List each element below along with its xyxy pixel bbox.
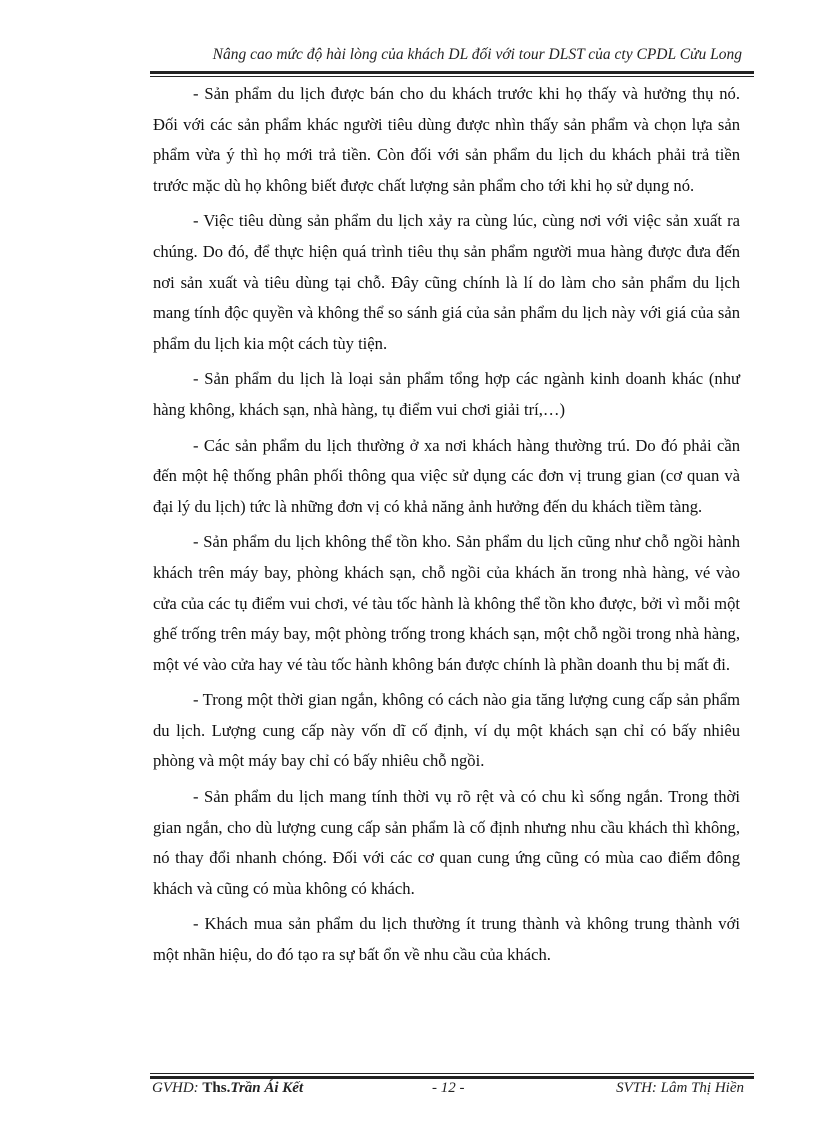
paragraph: - Việc tiêu dùng sản phẩm du lịch xảy ra cùng lúc, cùng nơi với việc sản xuất ra chúng. Do đó, để thực hiện quá trình tiêu thụ sản phẩm người mua hàng được đưa đến nơi sản xuất và tiêu dùng tại chỗ. Đây cũng chính là lí do làm cho sản phẩm du lịch mang tính độc quyền và không thể so sánh giá của sản phẩm du lịch này với giá của sản phẩm du lịch kia một cách tùy tiện. — [153, 211, 740, 353]
supervisor-label: GVHD: — [152, 1080, 203, 1096]
body-text — [153, 79, 740, 976]
paragraph: - Sản phẩm du lịch không thể tồn kho. Sản phẩm du lịch cũng như chỗ ngồi hành khách trên máy bay, phòng khách sạn, chỗ ngồi của khách ăn trong nhà hàng, vé vào cửa của các tụ điểm vui chơi, vé tàu tốc hành là không thể tồn kho được, bởi vì mỗi một ghế trống trên máy bay, một phòng trống trong khách sạn, một chỗ ngồi trong nhà hàng, một vé vào cửa hay vé tàu tốc hành không bán được chính là phần doanh thu bị mất đi. — [153, 532, 740, 674]
header-rule-thick — [150, 71, 754, 74]
running-header: Nâng cao mức độ hài lòng của khách DL đối với tour DLST của cty CPDL Cửu Long — [212, 46, 742, 63]
header-rule-thin — [150, 76, 754, 77]
paragraph: - Sản phẩm du lịch mang tính thời vụ rõ rệt và có chu kì sống ngắn. Trong thời gian ngắn, cho dù lượng cung cấp sản phẩm là cố định nhưng nhu cầu khách thì không, nó thay đổi nhanh chóng. Đối với các cơ quan cung ứng cũng có mùa cao điểm đông khách và cũng có mùa không có khách. — [153, 787, 740, 898]
paragraph: - Khách mua sản phẩm du lịch thường ít trung thành và không trung thành với một nhãn hiệu, do đó tạo ra sự bất ổn về nhu cầu của khách. — [153, 914, 740, 965]
footer-rule-thick — [150, 1076, 754, 1079]
paragraph: - Các sản phẩm du lịch thường ở xa nơi khách hàng thường trú. Do đó phải cần đến một hệ thống phân phối thông qua việc sử dụng các đơn vị trung gian (cơ quan và đại lý du lịch) tức là những đơn vị có khả năng ảnh hưởng đến du khách tiềm tàng. — [153, 435, 740, 516]
supervisor-name: Trần Ái Kết — [230, 1080, 304, 1096]
footer-supervisor — [152, 1080, 303, 1097]
paragraph: - Sản phẩm du lịch là loại sản phẩm tổng hợp các ngành kinh doanh khác (như hàng không, khách sạn, nhà hàng, tụ điểm vui chơi giải trí,…) — [153, 369, 740, 419]
supervisor-title: Ths. — [202, 1080, 231, 1096]
paragraph: - Trong một thời gian ngắn, không có cách nào gia tăng lượng cung cấp sản phẩm du lịch. Lượng cung cấp này vốn dĩ cố định, ví dụ một khách sạn chỉ có bấy nhiêu phòng và một máy bay chỉ có bấy nhiêu chỗ ngồi. — [153, 690, 740, 771]
page-number: - 12 - — [432, 1080, 465, 1096]
footer-rule-thin — [150, 1073, 754, 1074]
footer-student: SVTH: Lâm Thị Hiền — [616, 1080, 744, 1096]
paragraph: - Sản phẩm du lịch được bán cho du khách trước khi họ thấy và hưởng thụ nó. Đối với các sản phẩm khác người tiêu dùng được nhìn thấy sản phẩm và chọn lựa sản phẩm vừa ý thì họ mới trả tiền. Còn đối với sản phẩm du lịch du khách phải trả tiền trước mặc dù họ không biết được chất lượng sản phẩm cho tới khi họ sử dụng nó. — [153, 84, 740, 195]
